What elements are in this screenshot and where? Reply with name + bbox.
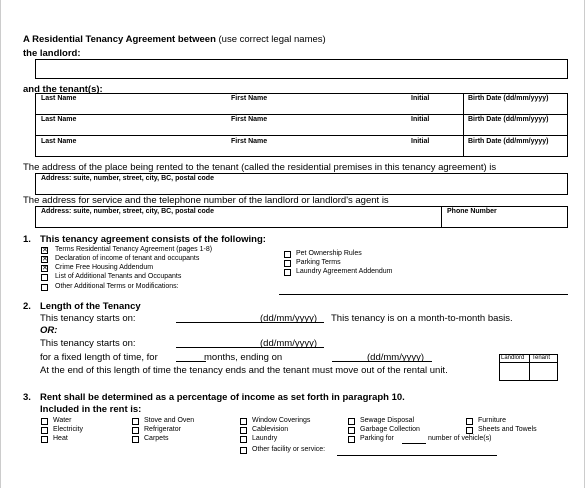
checkbox-furniture[interactable] xyxy=(466,418,473,425)
checkbox-declaration[interactable]: ✕ xyxy=(42,256,48,263)
months-ending-label: months, ending on xyxy=(204,352,283,363)
or-label: OR: xyxy=(40,325,58,336)
item-laundry: Laundry Agreement Addendum xyxy=(296,268,393,275)
item-other-facility: Other facility or service: xyxy=(252,446,326,453)
item-furniture: Furniture xyxy=(478,417,507,424)
tenant-table xyxy=(35,93,568,157)
item-declaration: Declaration of income of tenant and occupants xyxy=(55,255,200,262)
checkbox-parking[interactable] xyxy=(348,436,355,443)
col-initial: Initial xyxy=(411,116,430,123)
col-birth-date: Birth Date (dd/mm/yyyy) xyxy=(468,116,549,123)
phone-number-label: Phone Number xyxy=(447,208,497,215)
section2-heading: Length of the Tenancy xyxy=(40,301,141,312)
premises-text: The address of the place being rented to the tenant (called the residential premises in this tenancy agreement) is xyxy=(23,162,497,173)
landlord-name-field[interactable] xyxy=(35,59,568,79)
tenant-col-divider xyxy=(463,93,464,157)
month-to-month-text: This tenancy is on a month-to-month basis. xyxy=(331,313,513,324)
parking-count-line[interactable] xyxy=(402,443,426,444)
service-text: The address for service and the telephone number of the landlord or landlord's agent is xyxy=(23,195,389,206)
checkbox-window-coverings[interactable] xyxy=(240,418,247,425)
landlord-label: the landlord: xyxy=(23,48,81,59)
col-birth-date: Birth Date (dd/mm/yyyy) xyxy=(468,138,549,145)
agreement-title xyxy=(23,34,326,45)
checkbox-terms[interactable]: ✕ xyxy=(42,247,48,254)
months-line[interactable] xyxy=(176,361,206,362)
item-pet-rules: Pet Ownership Rules xyxy=(296,250,362,257)
section3-heading: Rent shall be determined as a percentage of income as set forth in paragraph 10. xyxy=(40,392,405,403)
fixed-length-label: for a fixed length of time, for xyxy=(40,352,158,363)
col-first-name: First Name xyxy=(231,138,268,145)
starts-on-label-2: This tenancy starts on: xyxy=(40,338,136,349)
item-parking: Parking for xyxy=(360,435,394,442)
tenant-row-divider xyxy=(35,114,568,115)
item-cablevision: Cablevision xyxy=(252,426,289,433)
section1-heading: This tenancy agreement consists of the following: xyxy=(40,234,266,245)
end-of-tenancy-text: At the end of this length of time the tenancy ends and the tenant must move out of the rental unit. xyxy=(40,365,448,376)
checkbox-heat[interactable] xyxy=(41,436,48,443)
col-last-name: Last Name xyxy=(41,116,77,123)
checkbox-crime-free[interactable]: ✕ xyxy=(42,265,48,272)
item-sheets-towels: Sheets and Towels xyxy=(478,426,537,433)
col-birth-date: Birth Date (dd/mm/yyyy) xyxy=(468,95,549,102)
item-window-coverings: Window Coverings xyxy=(252,417,311,424)
checkbox-refrigerator[interactable] xyxy=(132,427,139,434)
premises-address-label: Address: suite, number, street, city, BC, postal code xyxy=(41,175,214,182)
checkbox-parking-terms[interactable] xyxy=(284,260,291,267)
vehicles-label: number of vehicle(s) xyxy=(428,435,492,442)
item-laundry-service: Laundry xyxy=(252,435,278,442)
tenants-label: and the tenant(s): xyxy=(23,84,103,95)
item-electricity: Electricity xyxy=(53,426,83,433)
date-format-hint: (dd/mm/yyyy) xyxy=(260,313,317,324)
item-terms: Terms Residential Tenancy Agreement (pages 1-8) xyxy=(55,246,213,253)
checkbox-sewage[interactable] xyxy=(348,418,355,425)
item-carpets: Carpets xyxy=(144,435,169,442)
item-heat: Heat xyxy=(53,435,68,442)
section2-number: 2. xyxy=(23,301,31,312)
checkbox-cablevision[interactable] xyxy=(240,427,247,434)
item-additional-tenants: List of Additional Tenants and Occupants xyxy=(55,273,182,280)
checkbox-sheets-towels[interactable] xyxy=(466,427,473,434)
item-water: Water xyxy=(53,417,72,424)
included-label: Included in the rent is: xyxy=(40,404,142,415)
date-format-hint-3: (dd/mm/yyyy) xyxy=(367,352,424,363)
item-crime-free: Crime Free Housing Addendum xyxy=(55,264,154,271)
checkbox-other-terms[interactable] xyxy=(41,284,48,291)
col-last-name: Last Name xyxy=(41,138,77,145)
checkbox-electricity[interactable] xyxy=(41,427,48,434)
checkbox-stove[interactable] xyxy=(132,418,139,425)
col-first-name: First Name xyxy=(231,95,268,102)
checkbox-carpets[interactable] xyxy=(132,436,139,443)
title-bold: A Residential Tenancy Agreement between xyxy=(23,34,216,45)
item-sewage: Sewage Disposal xyxy=(360,417,415,424)
initials-tenant: Tenant xyxy=(532,355,551,361)
other-facility-line[interactable] xyxy=(337,455,497,456)
col-initial: Initial xyxy=(411,95,430,102)
item-garbage: Garbage Collection xyxy=(360,426,420,433)
starts-on-label: This tenancy starts on: xyxy=(40,313,136,324)
item-other-terms: Other Additional Terms or Modifications: xyxy=(55,283,179,290)
checkbox-laundry-service[interactable] xyxy=(240,436,247,443)
initials-divider-v xyxy=(529,354,530,381)
phone-divider xyxy=(441,206,442,228)
item-parking-terms: Parking Terms xyxy=(296,259,341,266)
col-last-name: Last Name xyxy=(41,95,77,102)
col-first-name: First Name xyxy=(231,116,268,123)
service-address-label: Address: suite, number, street, city, BC, postal code xyxy=(41,208,214,215)
checkbox-laundry[interactable] xyxy=(284,269,291,276)
section1-number: 1. xyxy=(23,234,31,245)
checkbox-other-facility[interactable] xyxy=(240,447,247,454)
col-initial: Initial xyxy=(411,138,430,145)
item-refrigerator: Refrigerator xyxy=(144,426,181,433)
item-stove: Stove and Oven xyxy=(144,417,195,424)
checkbox-pet-rules[interactable] xyxy=(284,251,291,258)
checkbox-garbage[interactable] xyxy=(348,427,355,434)
checkbox-water[interactable] xyxy=(41,418,48,425)
title-note: (use correct legal names) xyxy=(218,34,326,45)
checkbox-additional-tenants[interactable] xyxy=(41,274,48,281)
section3-number: 3. xyxy=(23,392,31,403)
initials-landlord: Landlord xyxy=(501,355,525,361)
other-terms-line[interactable] xyxy=(279,294,568,295)
tenant-row-divider xyxy=(35,135,568,136)
date-format-hint-2: (dd/mm/yyyy) xyxy=(260,338,317,349)
